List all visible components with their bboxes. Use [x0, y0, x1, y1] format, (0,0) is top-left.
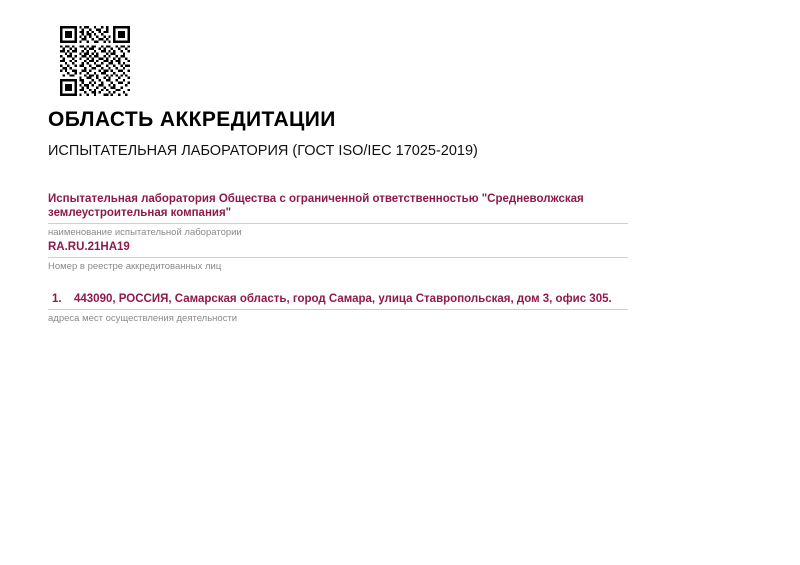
qr-code-icon	[60, 26, 130, 96]
registry-number-caption: Номер в реестре аккредитованных лиц	[48, 261, 222, 272]
field-registry-number	[48, 240, 628, 273]
list-item	[48, 292, 628, 306]
field-laboratory-name	[48, 192, 628, 239]
addresses-caption: адреса мест осуществления деятельности	[48, 313, 238, 324]
page-title: ОБЛАСТЬ АККРЕДИТАЦИИ	[48, 108, 336, 131]
page-subtitle: ИСПЫТАТЕЛЬНАЯ ЛАБОРАТОРИЯ (ГОСТ ISO/IEC 17025-2019)	[48, 143, 478, 159]
qr-code-svg	[60, 26, 130, 96]
laboratory-name-caption: наименование испытательной лаборатории	[48, 227, 242, 238]
registry-number-value: RA.RU.21НА19	[48, 241, 130, 253]
field-addresses	[48, 292, 628, 325]
address-index: 1.	[52, 293, 62, 305]
address-value: 443090, РОССИЯ, Самарская область, город Самара, улица Ставропольская, дом 3, офис 305.	[74, 293, 612, 305]
laboratory-name-value: Испытательная лаборатория Общества с ограниченной ответственностью "Средневолжская землеустроительная компания"	[48, 193, 584, 219]
